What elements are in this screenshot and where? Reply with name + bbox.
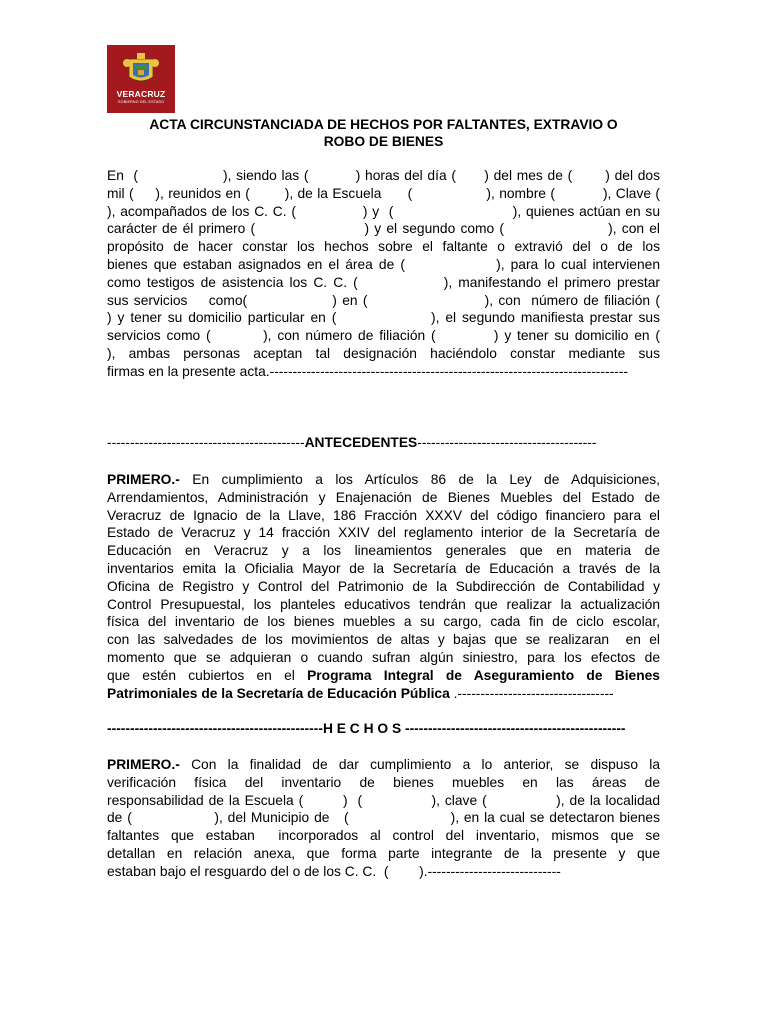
paragraph-line: verificación física del inventario de bienes muebles en las áreas de [107,774,660,790]
hechos-paragraph [107,756,660,881]
paragraph-line: Educación en Veracruz y a los lineamientos generales que en materia de [107,543,660,559]
intro-line: como testigos de asistencia los C. C. ( ), manifestando el primero prestar [107,274,660,290]
paragraph-label: PRIMERO.- [107,757,180,772]
paragraph-line: con las salvedades de los movimientos de altas y bajas que se realizaran en el [107,632,660,648]
paragraph-line: PRIMERO.- Con la finalidad de dar cumplimiento a lo anterior, se dispuso la [107,757,660,772]
paragraph-line: PRIMERO.- En cumplimiento a los Artículos 86 de la Ley de Adquisiciones, [107,472,660,487]
intro-line: En ( ), siendo las ( ) horas del día ( ) del mes de ( ) del dos [107,168,660,183]
paragraph-line: momento que se adquieran o cuando sufran algún siniestro, para los efectos de [107,649,660,665]
paragraph-line: Patrimoniales de la Secretaría de Educación Pública .---------------------------------- [107,685,614,701]
paragraph-line: de ( ), del Municipio de ( ), en la cual se detectaron bienes [107,810,660,826]
program-name: Programa Integral de Aseguramiento de Bienes [307,667,660,683]
intro-line: mil ( ), reunidos en ( ), de la Escuela ( ), nombre ( ), Clave ( [107,185,660,201]
intro-line: sus servicios como( ) en ( ), con número de filiación ( [107,292,660,308]
dashes: ----------------------------------------------- [107,721,323,736]
intro-line: carácter de él primero ( ) y el segundo como ( ), con el [107,221,660,237]
intro-paragraph [107,167,660,381]
paragraph-line: Arrendamientos, Administración y Enajenación de Bienes Muebles del Estado de [107,489,660,505]
paragraph-line: responsabilidad de la Escuela ( ) ( ), clave ( ), de la localidad [107,792,660,808]
dashes: ------------------------------------------- [107,435,305,450]
dashes: ------------------------------------------------ [401,721,626,736]
document-title [107,116,660,150]
intro-line: firmas en la presente acta.------------------------------------------------------------------------------ [107,363,628,379]
paragraph-line: Oficina de Registro y Control del Patrimonio de la Subdirección de Contabilidad y [107,578,660,594]
title-line-2: ROBO DE BIENES [323,134,444,149]
program-name: Patrimoniales de la Secretaría de Educación Pública [107,685,450,701]
section-heading: ANTECEDENTES [304,435,418,450]
logo-subtitle: GOBIERNO DEL ESTADO [117,100,165,104]
paragraph-line: física del inventario de los bienes muebles a su cargo, cada fin de ciclo escolar, [107,614,660,630]
paragraph-line: Control Presupuestal, los planteles educativos tendrán que realizar la actualización [107,596,660,612]
intro-line: ), acompañados de los C. C. ( ) y ( ), quienes actúan en su [107,203,660,219]
paragraph-line: estaban bajo el resguardo del o de los C. C. ( ).----------------------------- [107,863,561,879]
antecedentes-paragraph [107,471,660,702]
section-heading: H E C H O S [322,721,402,736]
paragraph-label: PRIMERO.- [107,472,180,487]
hechos-heading [107,720,660,738]
title-line-1: ACTA CIRCUNSTANCIADA DE HECHOS POR FALTANTES, EXTRAVIO O [149,117,618,132]
paragraph-line: Veracruz de Ignacio de la Llave, 186 Fracción XXXV del código financiero para el [107,507,660,523]
antecedentes-heading [107,434,660,452]
logo-name: VERACRUZ [116,89,166,99]
paragraph-line: detallan en relación anexa, que forma parte integrante de la presente y que [107,845,660,861]
intro-line: ), ambas personas aceptan tal designación haciéndolo constar mediante sus [107,345,660,361]
paragraph-line: faltantes que estaban incorporados al control del inventario, mismos que se [107,828,660,844]
intro-line: propósito de hacer constar los hechos sobre el faltante o extravió del o de los [107,239,660,255]
veracruz-logo [107,45,175,113]
paragraph-line: Estado de Veracruz y 14 fracción XXIV del reglamento interior de la Secretaría de [107,525,660,541]
paragraph-line: inventarios emita la Oficialia Mayor de la Secretaría de Educación a través de la [107,560,660,576]
paragraph-line: que estén cubiertos en el Programa Integral de Aseguramiento de Bienes [107,667,660,683]
intro-line: ) y tener su domicilio particular en ( ), el segundo manifiesta prestar sus [107,310,660,326]
intro-line: bienes que estaban asignados en el área de ( ), para lo cual intervienen [107,256,660,272]
intro-line: servicios como ( ), con número de filiación ( ) y tener su domicilio en ( [107,328,660,344]
dashes: --------------------------------------- [417,435,597,450]
